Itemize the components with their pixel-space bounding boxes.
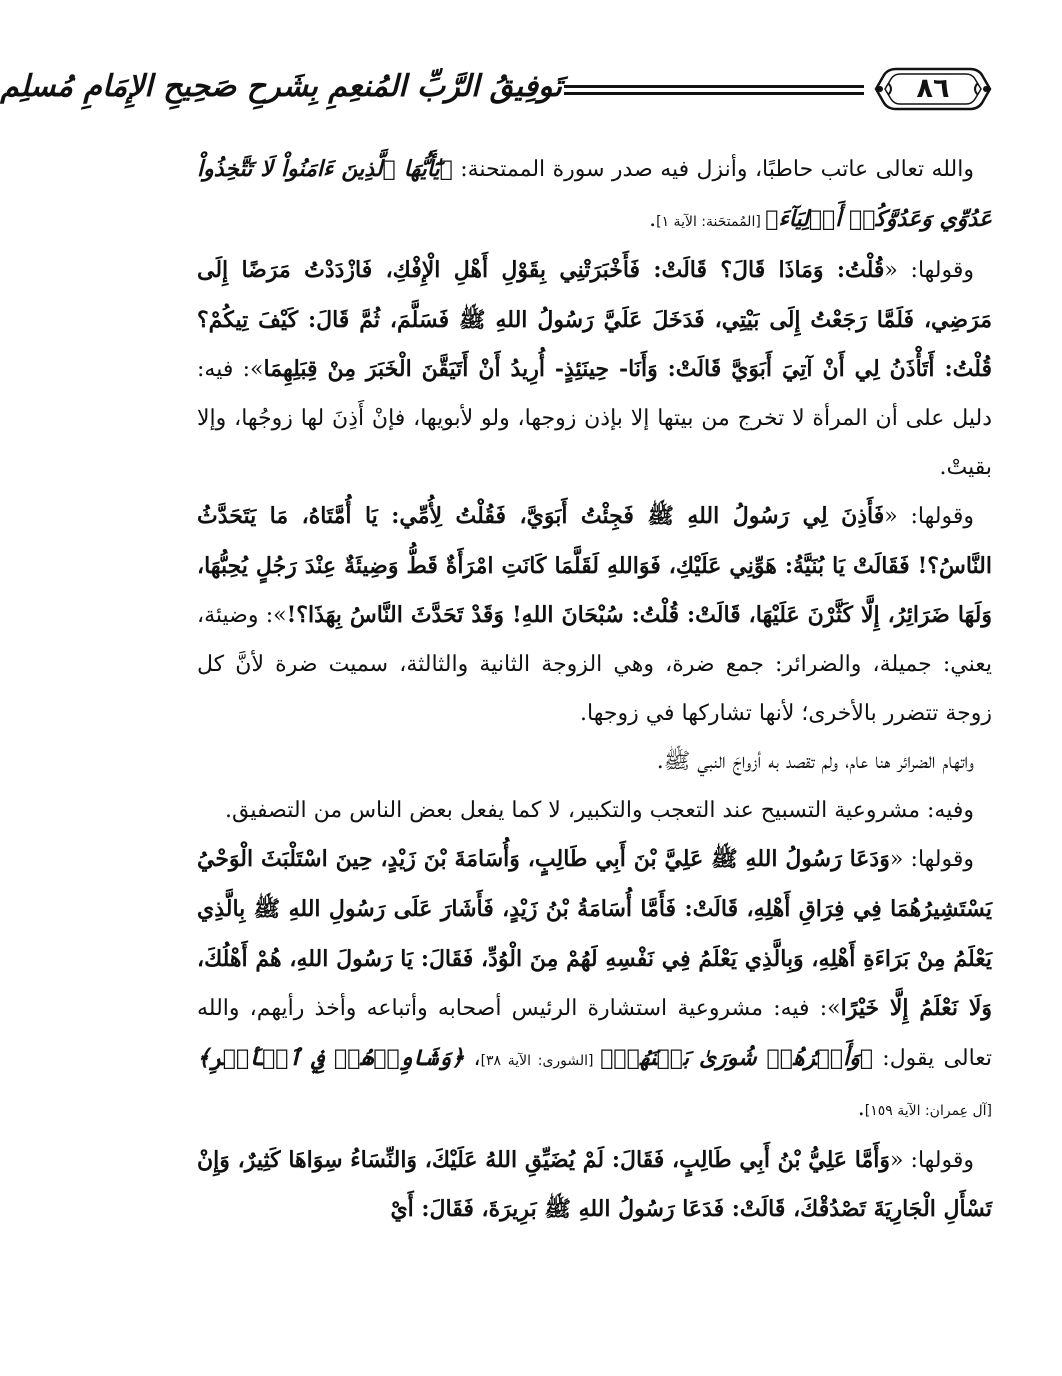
text-run: . (649, 206, 657, 232)
text-run: وفيه: مشروعية التسبيح عند التعجب والتكبير، لا كما يفعل بعض الناس من التصفيق. (225, 797, 974, 823)
text-run: وقولها: « (889, 847, 974, 873)
hadith-quote: وَدَعَا رَسُولُ اللهِ ﷺ عَلِيَّ بْنَ أَبِي طَالِبٍ، وَأُسَامَةَ بْنَ زَيْدٍ، حِينَ اسْتَلْبَثَ الْوَحْيُ يَسْتَشِيرُهُمَا فِي فِرَاقِ أَهْلِهِ، قَالَتْ: فَأَمَّا أُسَامَةُ بْنُ زَيْدٍ، فَأَشَارَ عَلَى رَسُولِ اللهِ ﷺ بِالَّذِي يَعْلَمُ مِنْ بَرَاءَةِ أَهْلِهِ، وَبِالَّذِي يَعْلَمُ فِي نَفْسِهِ لَهُمْ مِنَ الْوُدِّ، فَقَالَ: يَا رَسُولَ اللهِ، هُمْ أَهْلُكَ، وَلَا نَعْلَمُ إِلَّا خَيْرًا (197, 846, 992, 1022)
book-title: تَوفِيقُ الرَّبِّ المُنعِمِ بِشَرحِ صَحِيحِ الإِمَامِ مُسلِم (0, 69, 562, 104)
paragraph (197, 246, 992, 492)
verse-reference: [المُمتحَنة: الآية ١] (656, 213, 766, 230)
quran-verse: ﴿يَٰٓأَيُّهَا ٱلَّذِينَ ءَامَنُواْ لَا تَتَّخِذُواْ عَدُوِّي وَعَدُوَّكُمۡ أَوۡلِيَآءَ﴾ (197, 156, 992, 232)
paragraph (197, 835, 992, 1136)
text-run: والله تعالى عاتب حاطبًا، وأنزل فيه صدر سورة الممتحنة: (452, 157, 975, 182)
text-run: »: فيه: مشروعية استشارة الرئيس أصحابه وأتباعه وأخذ رأيهم، والله تعالى يقول: (197, 996, 993, 1071)
paragraph (197, 492, 992, 738)
verse-reference: [آل عِمران: الآية ١٥٩] (864, 1103, 992, 1120)
quran-verse: ﴿وَأَمۡرُهُمۡ شُورَىٰ بَيۡنَهُمۡ﴾ (600, 1044, 874, 1071)
page-header (0, 55, 992, 130)
text-run: واتهام الضرائر هنا عام، ولم تقصد به أزواجَ النبي ﷺ. (656, 749, 974, 775)
text-run: وقولها: « (890, 1147, 974, 1173)
text-run: وقولها: « (884, 504, 974, 530)
text-run: . (857, 1096, 865, 1122)
hadith-quote: فَأَذِنَ لِي رَسُولُ اللهِ ﷺ فَجِئْتُ أَبَوَيَّ، فَقُلْتُ لِأُمِّي: يَا أُمَّتَاهُ، مَا يَتَحَدَّثُ النَّاسُ؟! فَقَالَتْ يَا بُنَيَّةُ: هَوِّنِي عَلَيْكِ، فَوَاللهِ لَقَلَّمَا كَانَتِ امْرَأَةٌ قَطُّ وَضِيئَةٌ عِنْدَ رَجُلٍ يُحِبُّهَا، وَلَهَا ضَرَائِرُ، إِلَّا كَثَّرْنَ عَلَيْهَا، قَالَتْ: قُلْتُ: سُبْحَانَ اللهِ! وَقَدْ تَحَدَّثَ النَّاسُ بِهَذَا؟! (197, 503, 992, 629)
page-number: ٨٦ (916, 73, 950, 104)
header-divider (564, 85, 864, 95)
hadith-quote: وَأَمَّا عَلِيُّ بْنُ أَبِي طَالِبٍ، فَقَالَ: لَمْ يُضَيِّقِ اللهُ عَلَيْكَ، وَالنِّسَاءُ سِوَاهَا كَثِيرٌ، وَإِنْ تَسْأَلِ الْجَارِيَةَ تَصْدُقْكَ، قَالَتْ: فَدَعَا رَسُولُ اللهِ ﷺ بَرِيرَةَ، فَقَالَ: أَيْ (197, 1146, 992, 1223)
text-run: وقولها: « (884, 258, 975, 284)
text-run: ، (464, 1045, 481, 1071)
paragraph (197, 738, 992, 787)
paragraph (197, 1136, 992, 1235)
page-number-ornament (874, 63, 992, 115)
paragraph (197, 787, 992, 836)
verse-reference: [الشورى: الآية ٣٨] (480, 1052, 601, 1069)
paragraph (197, 145, 992, 246)
hadith-quote: قُلْتُ: وَمَاذَا قَالَ؟ قَالَتْ: فَأَخْبَرَتْنِي بِقَوْلِ أَهْلِ الْإِفْكِ، فَازْدَدْتُ مَرَضًا إِلَى مَرَضِي، فَلَمَّا رَجَعْتُ إِلَى بَيْتِي، فَدَخَلَ عَلَيَّ رَسُولُ اللهِ ﷺ فَسَلَّمَ، ثُمَّ قَالَ: كَيْفَ تِيكُمْ؟ قُلْتُ: أَتَأْذَنُ لِي أَنْ آتِيَ أَبَوَيَّ قَالَتْ: وَأَنَا- حِينَئِذٍ- أُرِيدُ أَنْ أَتَيَقَّنَ الْخَبَرَ مِنْ قِبَلِهِمَا (197, 257, 992, 383)
text-run: »: فيه: دليل على أن المرأة لا تخرج من بيتها إلا بإذن زوجها، ولو لأبويها، فإنْ أَذِنَ لها زوجُها، وإلا بقيتْ. (197, 357, 992, 480)
quran-verse: ﴿وَشَاوِرۡهُمۡ فِي ٱلۡأَمۡرِ﴾ (197, 1044, 465, 1071)
text-run: »: وضيئة، يعني: جميلة، والضرائر: جمع ضرة، وهي الزوجة الثانية والثالثة، سميت ضرة لأنَّ كل زوجة تتضرر بالأخرى؛ لأنها تشاركها في زوجها. (197, 603, 992, 726)
body-text (197, 145, 992, 1235)
